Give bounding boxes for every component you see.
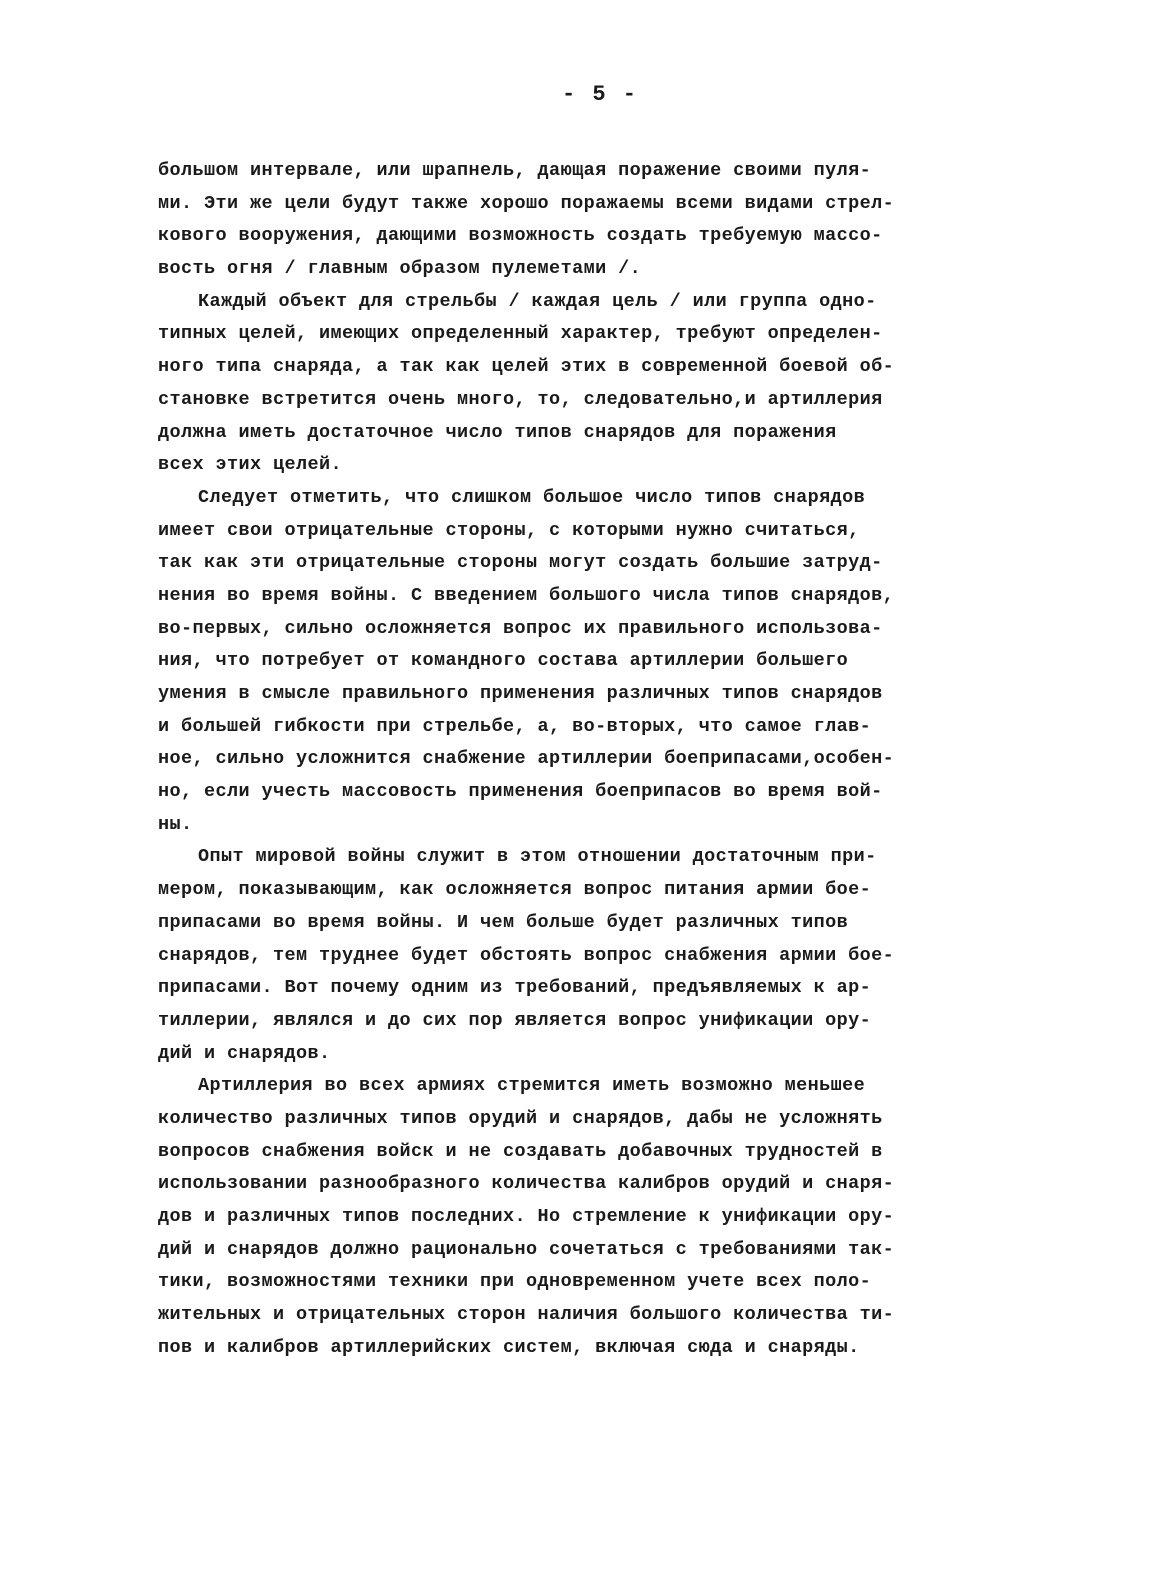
text-line: всех этих целей.: [158, 454, 343, 476]
text-line: тики, возможностями техники при одновременном учете всех поло-: [158, 1271, 872, 1293]
paragraph-start-line: Опыт мировой войны служит в этом отношении достаточным при-: [198, 846, 877, 868]
text-line: ми. Эти же цели будут также хорошо поражаемы всеми видами стрел-: [158, 192, 895, 214]
text-line: во-первых, сильно осложняется вопрос их правильного использова-: [158, 617, 883, 639]
text-line: кового вооружения, дающими возможность создать требуемую массо-: [158, 225, 883, 247]
text-line: дий и снарядов.: [158, 1042, 331, 1064]
text-line: жительных и отрицательных сторон наличия большого количества ти-: [158, 1304, 895, 1326]
text-line: вопросов снабжения войск и не создавать добавочных трудностей в: [158, 1140, 883, 1162]
text-line: вость огня / главным образом пулеметами /.: [158, 258, 642, 280]
text-line: ное, сильно усложнится снабжение артиллерии боеприпасами,особен-: [158, 748, 895, 770]
text-line: дов и различных типов последних. Но стремление к унификации ору-: [158, 1206, 895, 1227]
text-line: снарядов, тем труднее будет обстоять вопрос снабжения армии бое-: [158, 944, 895, 966]
text-line: дий и снарядов должно рационально сочетаться с требованиями так-: [158, 1238, 895, 1260]
paragraph-start-line: Каждый объект для стрельбы / каждая цель / или группа одно-: [198, 290, 877, 312]
text-line: но, если учесть массовость применения боеприпасов во время вой-: [158, 781, 883, 803]
text-line: типных целей, имеющих определенный характер, требуют определен-: [158, 323, 883, 345]
text-line: ния, что потребует от командного состава артиллерии большего: [158, 650, 849, 672]
text-line: ны.: [158, 813, 193, 835]
text-line: пов и калибров артиллерийских систем, включая сюда и снаряды.: [158, 1336, 860, 1358]
text-line: ного типа снаряда, а так как целей этих в современной боевой об-: [158, 356, 895, 378]
text-line: припасами во время войны. И чем больше будет различных типов: [158, 911, 849, 933]
text-line: умения в смысле правильного применения различных типов снарядов: [158, 683, 883, 704]
text-line: нения во время войны. С введением большого числа типов снарядов,: [158, 584, 895, 606]
text-line: использовании разнообразного количества калибров орудий и снаря-: [158, 1173, 895, 1195]
paragraph-start-line: Артиллерия во всех армиях стремится иметь возможно меньшее: [198, 1075, 866, 1097]
text-line: имеет свои отрицательные стороны, с которыми нужно считаться,: [158, 519, 860, 541]
paragraph-start-line: Следует отметить, что слишком большое число типов снарядов: [198, 486, 866, 508]
text-line: большом интервале, или шрапнель, дающая поражение своими пуля-: [158, 160, 872, 181]
body-text: [158, 155, 1018, 1364]
text-line: должна иметь достаточное число типов снарядов для поражения: [158, 421, 837, 443]
text-line: так как эти отрицательные стороны могут создать большие затруд-: [158, 552, 883, 574]
text-line: становке встретится очень много, то, следовательно,и артиллерия: [158, 388, 883, 410]
text-line: и большей гибкости при стрельбе, а, во-вторых, что самое глав-: [158, 715, 872, 737]
page-number: - 5 -: [561, 82, 638, 107]
text-line: мером, показывающим, как осложняется вопрос питания армии бое-: [158, 879, 872, 901]
text-line: припасами. Вот почему одним из требований, предъявляемых к ар-: [158, 977, 872, 999]
text-line: тиллерии, являлся и до сих пор является вопрос унификации ору-: [158, 1009, 872, 1031]
text-line: количество различных типов орудий и снарядов, дабы не усложнять: [158, 1107, 883, 1129]
